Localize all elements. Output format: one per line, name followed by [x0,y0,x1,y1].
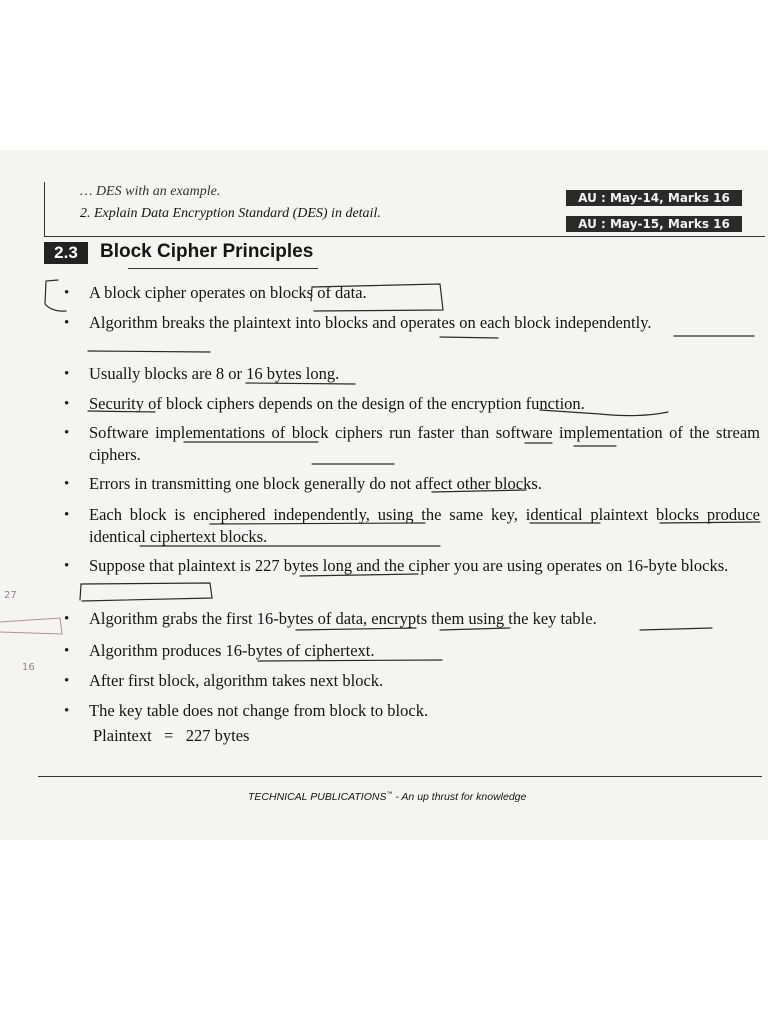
bullet-dot: • [64,285,70,301]
bullet-dot: • [64,643,70,659]
bullet-text: Suppose that plaintext is 227 bytes long and the cipher you are using operates on 16-byte blocks. [89,556,729,575]
bullet-dot: • [64,703,70,719]
bullet-item [64,640,760,662]
bullet-dot: • [64,366,70,382]
section-title: Block Cipher Principles [100,241,314,262]
bullet-text: Security of block ciphers depends on the design of the encryption function. [89,394,585,413]
au-tag-may14: AU : May-14, Marks 16 [566,190,742,206]
bullet-text: Software implementations of block ciphers run faster than software implementation of the stream ciphers. [89,423,760,464]
plaintext-label: Plaintext [93,726,152,745]
section-number: 2.3 [44,242,88,264]
bullet-text: Usually blocks are 8 or 16 bytes long. [89,364,340,383]
bullet-item [64,504,760,548]
bullet-dot: • [64,425,70,441]
bullet-item [64,363,760,385]
bullet-dot: • [64,396,70,412]
bullet-item [64,422,760,466]
bullet-item [64,393,760,415]
bullet-item [64,555,760,577]
bullet-dot: • [64,507,70,523]
bullet-dot: • [64,476,70,492]
question-des: 2. Explain Data Encryption Standard (DES) in detail. [80,206,381,221]
question-cut-line: … DES with an example. [80,184,221,199]
bullet-item [64,700,760,722]
bullet-text: Algorithm breaks the plaintext into blocks and operates on each block independently. [89,313,652,332]
bullet-text: Algorithm grabs the first 16-bytes of data, encrypts them using the key table. [89,609,597,628]
title-underline [128,268,318,269]
bullet-text: The key table does not change from block to block. [89,701,429,720]
margin-note: 16 [22,662,35,673]
page-footer [248,791,526,803]
bullet-item [64,282,760,304]
bullet-text: Each block is enciphered independently, using the same key, identical plaintext blocks produce identical ciphertext blocks. [89,505,760,546]
bullet-text: After first block, algorithm takes next block. [89,671,384,690]
publisher-tagline: - An up thrust for knowledge [395,791,527,803]
bullet-item [64,473,760,495]
margin-note: 27 [4,590,17,601]
bullet-item [64,312,760,334]
trademark-symbol: ™ [386,791,393,798]
footer-rule [38,776,762,777]
bullet-item [64,670,760,692]
bullet-item [64,608,760,630]
bullet-dot: • [64,673,70,689]
bullet-dot: • [64,611,70,627]
equals-sign: = [164,726,174,745]
bullet-dot: • [64,315,70,331]
bullet-text: A block cipher operates on blocks of data. [89,283,367,302]
publisher-name: TECHNICAL PUBLICATIONS [248,791,387,803]
plaintext-value: 227 bytes [185,726,250,745]
bullet-text: Errors in transmitting one block generally do not affect other blocks. [89,474,542,493]
bullet-text: Algorithm produces 16-bytes of ciphertext. [89,641,375,660]
bullet-dot: • [64,558,70,574]
au-tag-may15: AU : May-15, Marks 16 [566,216,742,232]
plaintext-equation [93,726,249,746]
